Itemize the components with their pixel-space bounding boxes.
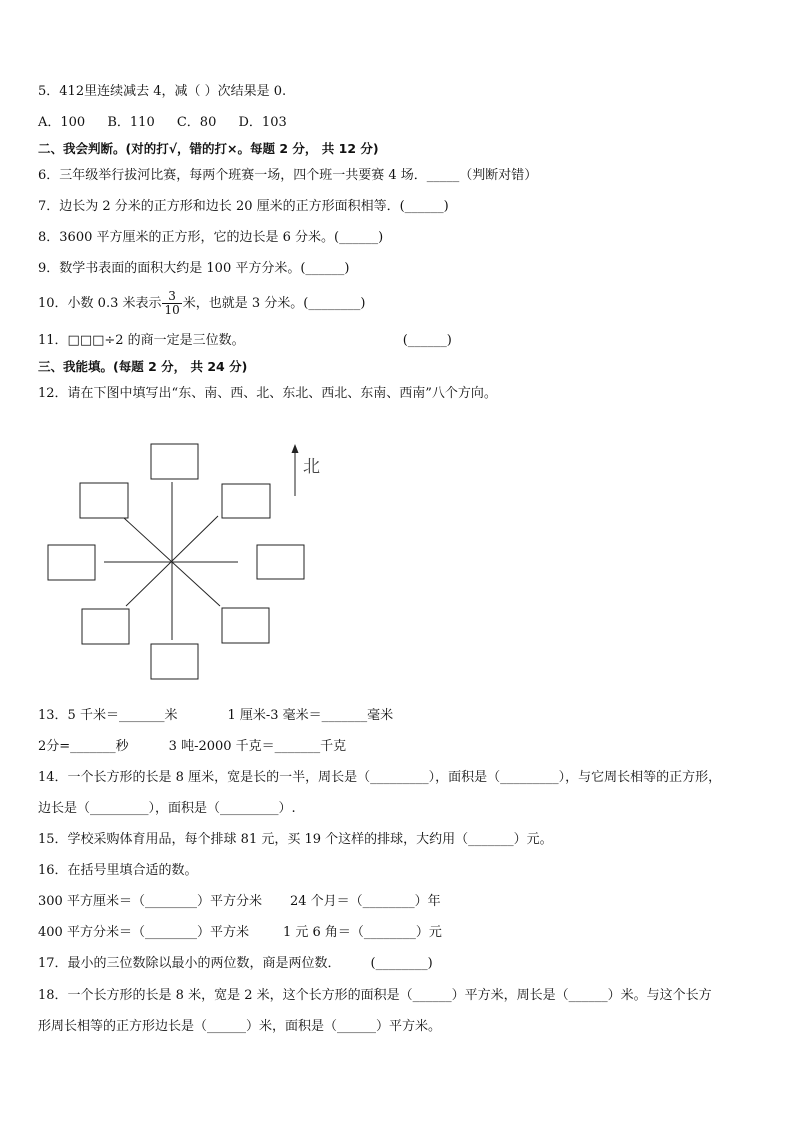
question-16-row-2 (38, 924, 442, 942)
question-16c: 400 平方分米＝（________）平方米 (38, 925, 249, 940)
box-top[interactable] (151, 444, 198, 479)
question-13c: 2分=_______秒 (38, 739, 129, 754)
box-right[interactable] (257, 545, 304, 579)
box-bottom-right[interactable] (222, 608, 269, 643)
question-6: 6．三年级举行拔河比赛，每两个班赛一场，四个班一共要赛 4 场．_____（判断对错） (38, 168, 538, 183)
north-label: 北 (303, 457, 320, 477)
option-a: A．100 (38, 115, 86, 130)
option-d: D．103 (238, 115, 287, 130)
box-bottom[interactable] (151, 644, 198, 679)
question-5: 5．412里连续减去 4，减（ ）次结果是 0. (38, 84, 287, 99)
question-18-line-1: 18．一个长方形的长是 8 米，宽是 2 米，这个长方形的面积是（______）平方米，周长是（______）米。与这个长方 (38, 988, 712, 1003)
fraction (162, 290, 181, 317)
question-14-line-1: 14．一个长方形的长是 8 厘米，宽是长的一半，周长是（_________），面积是（_________），与它周长相等的正方形， (38, 770, 722, 785)
question-13-row-2 (38, 738, 346, 756)
question-15: 15．学校采购体育用品，每个排球 81 元，买 19 个这样的排球，大约用（_______）元。 (38, 832, 553, 847)
question-17-blank: (________) (370, 956, 433, 971)
box-top-left[interactable] (80, 483, 128, 518)
question-12: 12．请在下图中填写出“东、南、西、北、东北、西北、东南、西南”八个方向。 (38, 386, 497, 401)
question-16d: 1 元 6 角＝（________）元 (282, 925, 442, 940)
question-7: 7．边长为 2 分米的正方形和边长 20 厘米的正方形面积相等．(______) (38, 199, 449, 214)
fraction-denominator: 10 (164, 303, 180, 317)
question-13d: 3 吨-2000 千克＝_______千克 (168, 739, 347, 754)
question-17-text: 17．最小的三位数除以最小的两位数，商是两位数． (38, 956, 341, 971)
question-13b: 1 厘米-3 毫米＝_______毫米 (227, 708, 394, 723)
question-9: 9．数学书表面的面积大约是 100 平方分米。(______) (38, 261, 350, 276)
question-16b: 24 个月＝（________）年 (289, 894, 441, 909)
section-3-title: 三、我能填。(每题 2 分， 共 24 分) (38, 359, 248, 374)
question-5-options (38, 114, 287, 132)
question-10 (38, 287, 365, 321)
question-18-line-2: 形周长相等的正方形边长是（______）米，面积是（______）平方米。 (38, 1019, 442, 1034)
question-17 (38, 955, 433, 973)
fraction-numerator: 3 (162, 290, 181, 304)
question-10-text-end: 米，也就是 3 分米。(________) (182, 296, 366, 311)
question-14-line-2: 边长是（_________），面积是（_________）. (38, 801, 296, 816)
box-bottom-left[interactable] (82, 609, 129, 644)
question-16a: 300 平方厘米＝（________）平方分米 (38, 894, 262, 909)
option-b: B．110 (107, 115, 155, 130)
question-13-row-1 (38, 707, 393, 725)
question-16-row-1 (38, 893, 441, 911)
question-13a: 13．5 千米＝_______米 (38, 708, 178, 723)
question-11-blank: (______) (402, 333, 452, 348)
question-11 (38, 332, 452, 350)
box-left[interactable] (48, 545, 95, 580)
question-16: 16．在括号里填合适的数。 (38, 863, 198, 878)
question-8: 8．3600 平方厘米的正方形，它的边长是 6 分米。(______) (38, 230, 384, 245)
option-c: C．80 (176, 115, 217, 130)
question-10-text: 10．小数 0.3 米表示 (38, 296, 162, 311)
box-top-right[interactable] (222, 484, 270, 518)
section-2-title: 二、我会判断。(对的打√，错的打×。每题 2 分， 共 12 分) (38, 141, 379, 156)
compass-diagram (0, 430, 360, 690)
north-arrow-icon (292, 444, 299, 453)
question-11-text: 11．□□□÷2 的商一定是三位数。 (38, 333, 245, 348)
